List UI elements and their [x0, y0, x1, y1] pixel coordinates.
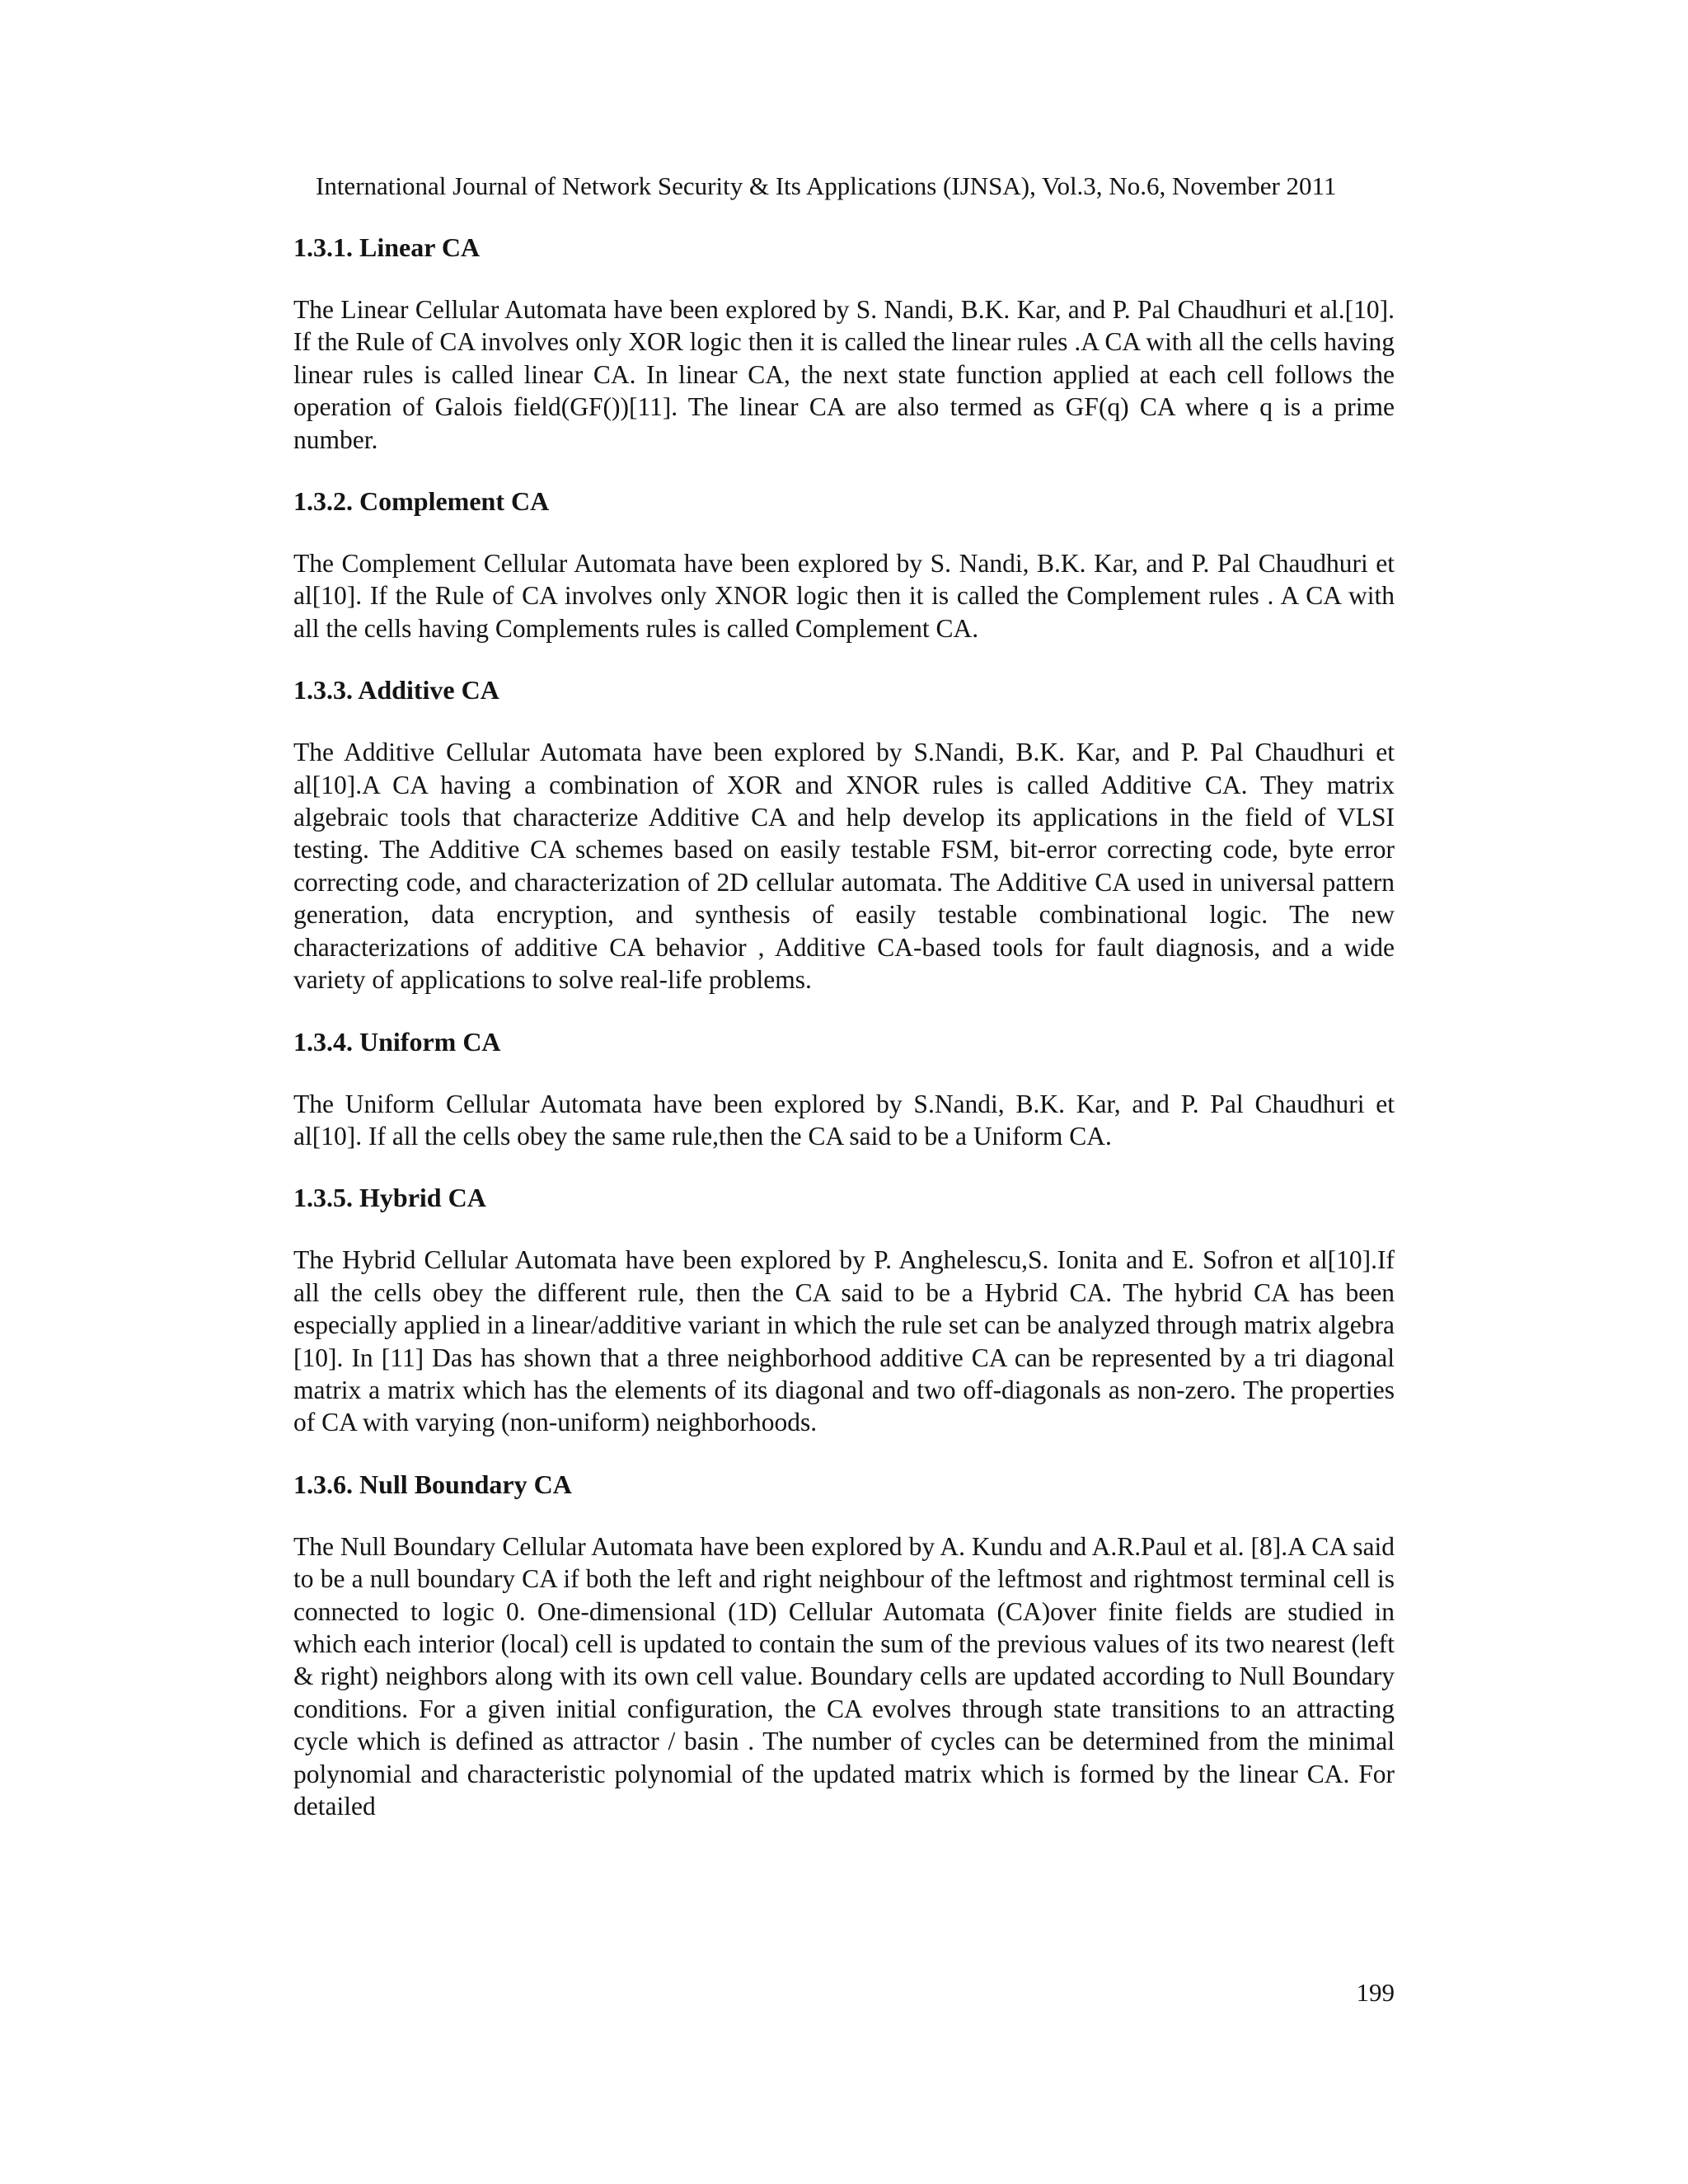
section-heading-complement-ca: 1.3.2. Complement CA: [293, 486, 550, 517]
paragraph-hybrid-ca: The Hybrid Cellular Automata have been explored by P. Anghelescu,S. Ionita and E. Sofron et al[10].If all the cells obey the different rule, then the CA said to be a Hybrid CA. The hybrid CA has been especially applied in a linear/additive variant in which the rule set can be analyzed through matrix algebra [10]. In [11] Das has shown that a three neighborhood additive CA can be represented by a tri diagonal matrix a matrix which has the elements of its diagonal and two off-diagonals as non-zero. The properties of CA with varying (non-uniform) neighborhoods.: [293, 1245, 1395, 1437]
running-header: International Journal of Network Security & Its Applications (IJNSA), Vol.3, No.6, November 2011: [316, 171, 1337, 200]
section-heading-null-boundary-ca: 1.3.6. Null Boundary CA: [293, 1469, 572, 1499]
section-heading-linear-ca: 1.3.1. Linear CA: [293, 232, 481, 262]
section-heading-hybrid-ca: 1.3.5. Hybrid CA: [293, 1183, 486, 1213]
page-number: 199: [1356, 1978, 1395, 2007]
paragraph-uniform-ca: The Uniform Cellular Automata have been explored by S.Nandi, B.K. Kar, and P. Pal Chaudhuri et al[10]. If all the cells obey the same rule,then the CA said to be a Uniform CA.: [293, 1089, 1395, 1151]
paragraph-linear-ca: The Linear Cellular Automata have been explored by S. Nandi, B.K. Kar, and P. Pal Chaudhuri et al.[10]. If the Rule of CA involves only XOR logic then it is called the linear rules .A CA with all the cells having linear rules is called linear CA. In linear CA, the next state function applied at each cell follows the operation of Galois field(GF())[11]. The linear CA are also termed as GF(q) CA where q is a prime number.: [293, 295, 1395, 454]
paragraph-additive-ca: The Additive Cellular Automata have been explored by S.Nandi, B.K. Kar, and P. Pal Chaudhuri et al[10].A CA having a combination of XOR and XNOR rules is called Additive CA. They matrix algebraic tools that characterize Additive CA and help develop its applications in the field of VLSI testing. The Additive CA schemes based on easily testable FSM, bit-error correcting code, byte error correcting code, and characterization of 2D cellular automata. The Additive CA used in universal pattern generation, data encryption, and synthesis of easily testable combinational logic. The new characterizations of additive CA behavior , Additive CA-based tools for fault diagnosis, and a wide variety of applications to solve real-life problems.: [293, 738, 1395, 995]
paragraph-complement-ca: The Complement Cellular Automata have been explored by S. Nandi, B.K. Kar, and P. Pal Chaudhuri et al[10]. If the Rule of CA involves only XNOR logic then it is called the Complement rules . A CA with all the cells having Complements rules is called Complement CA.: [293, 549, 1395, 643]
page-body: [293, 231, 1395, 1822]
section-heading-additive-ca: 1.3.3. Additive CA: [293, 675, 499, 705]
paragraph-null-boundary-ca: The Null Boundary Cellular Automata have been explored by A. Kundu and A.R.Paul et al. [8].A CA said to be a null boundary CA if both the left and right neighbour of the leftmost and rightmost terminal cell is connected to logic 0. One-dimensional (1D) Cellular Automata (CA)over finite fields are studied in which each interior (local) cell is updated to contain the sum of the previous values of its two nearest (left & right) neighbors along with its own cell value. Boundary cells are updated according to Null Boundary conditions. For a given initial configuration, the CA evolves through state transitions to an attracting cycle which is defined as attractor / basin . The number of cycles can be determined from the minimal polynomial and characteristic polynomial of the updated matrix which is formed by the linear CA. For detailed: [293, 1531, 1395, 1821]
section-heading-uniform-ca: 1.3.4. Uniform CA: [293, 1026, 501, 1057]
